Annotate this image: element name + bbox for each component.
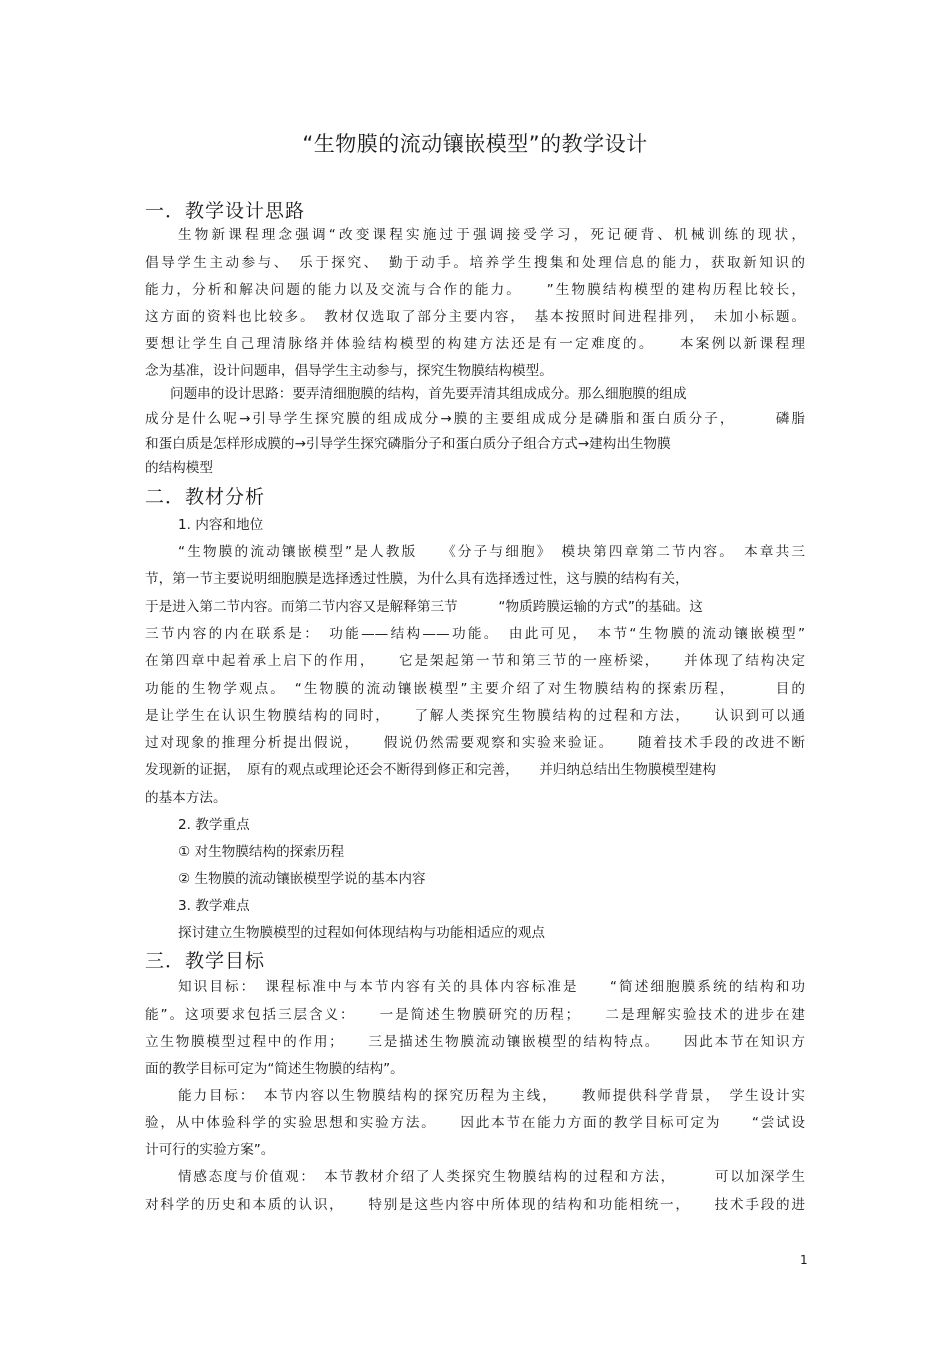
section-heading-3: 三．教学目标 (145, 950, 266, 972)
paragraph-line: 能力目标： 本节内容以生物膜结构的探究历程为主线， 教师提供科学背景， 学生设计实 (178, 1088, 805, 1104)
paragraph-line: 立生物膜模型过程中的作用； 三是描述生物膜流动镶嵌模型的结构特点。 因此本节在知识方 (145, 1034, 805, 1050)
paragraph-line: 能力，分析和解决问题的能力以及交流与合作的能力。 ”生物膜结构模型的建构历程比较长， (145, 282, 805, 298)
list-item: ② 生物膜的流动镶嵌模型学说的基本内容 (178, 871, 426, 887)
paragraph-line: 功能的生物学观点。 “生物膜的流动镶嵌模型”主要介绍了对生物膜结构的探索历程， 目的 (145, 681, 805, 697)
paragraph-line: 生物新课程理念强调“改变课程实施过于强调接受学习，死记硬背、机械训练的现状， (178, 227, 805, 243)
paragraph-line: 问题串的设计思路：要弄清细胞膜的结构，首先要弄清其组成成分。那么细胞膜的组成 (170, 386, 687, 402)
paragraph-line: 三节内容的内在联系是： 功能——结构——功能。 由此可见， 本节“生物膜的流动镶嵌模型” (145, 626, 805, 642)
paragraph-line: 念为基准，设计问题串，倡导学生主动参与，探究生物膜结构模型。 (145, 363, 553, 379)
paragraph-line: “生物膜的流动镶嵌模型”是人教版 《分子与细胞》 模块第四章第二节内容。 本章共三 (178, 544, 805, 560)
page-number: 1 (800, 1253, 808, 1267)
subheading: 3. 教学难点 (178, 898, 250, 914)
paragraph-line: 倡导学生主动参与、 乐于探究、 勤于动手。培养学生搜集和处理信息的能力，获取新知识的 (145, 255, 805, 271)
paragraph-line: 知识目标： 课程标准中与本节内容有关的具体内容标准是 “简述细胞膜系统的结构和功 (178, 979, 805, 995)
subheading: 1. 内容和地位 (178, 517, 264, 533)
section-heading-1: 一．教学设计思路 (145, 200, 306, 222)
paragraph-line: 和蛋白质是怎样形成膜的→引导学生探究磷脂分子和蛋白质分子组合方式→建构出生物膜 (145, 436, 671, 452)
paragraph-line: 这方面的资料也比较多。 教材仅选取了部分主要内容， 基本按照时间进程排列， 未加小标题。 (145, 309, 805, 325)
paragraph-line: 对科学的历史和本质的认识， 特别是这些内容中所体现的结构和功能相统一， 技术手段的进 (145, 1197, 805, 1213)
paragraph-line: 的基本方法。 (145, 790, 227, 806)
paragraph-line: 面的教学目标可定为“简述生物膜的结构”。 (145, 1061, 404, 1077)
paragraph-line: 计可行的实验方案”。 (145, 1142, 275, 1158)
paragraph-line: 能”。这项要求包括三层含义： 一是简述生物膜研究的历程； 二是理解实验技术的进步在建 (145, 1007, 805, 1023)
paragraph-line: 验，从中体验科学的实验思想和实验方法。 因此本节在能力方面的教学目标可定为 “尝试设 (145, 1115, 805, 1131)
paragraph-line: 是让学生在认识生物膜结构的同时， 了解人类探究生物膜结构的过程和方法， 认识到可以通 (145, 708, 805, 724)
section-heading-2: 二．教材分析 (145, 486, 266, 508)
paragraph-line: 发现新的证据， 原有的观点或理论还会不断得到修正和完善， 并归纳总结出生物膜模型建构 (145, 762, 716, 778)
paragraph-line: 的结构模型 (145, 460, 213, 476)
list-item: ① 对生物膜结构的探索历程 (178, 844, 345, 860)
paragraph-line: 成分是什么呢→引导学生探究膜的组成成分→膜的主要组成成分是磷脂和蛋白质分子， 磷脂 (145, 411, 805, 427)
paragraph-line: 过对现象的推理分析提出假说， 假说仍然需要观察和实验来验证。 随着技术手段的改进不断 (145, 735, 805, 751)
paragraph-line: 要想让学生自己理清脉络并体验结构模型的构建方法还是有一定难度的。 本案例以新课程理 (145, 336, 805, 352)
subheading: 2. 教学重点 (178, 817, 250, 833)
paragraph-line: 探讨建立生物膜模型的过程如何体现结构与功能相适应的观点 (178, 925, 546, 941)
paragraph-line: 在第四章中起着承上启下的作用， 它是架起第一节和第三节的一座桥梁， 并体现了结构决定 (145, 653, 805, 669)
document-title: “生物膜的流动镶嵌模型”的教学设计 (302, 132, 648, 156)
paragraph-line: 于是进入第二节内容。而第二节内容又是解释第三节 “物质跨膜运输的方式”的基础。这 (145, 599, 703, 615)
paragraph-line: 情感态度与价值观： 本节教材介绍了人类探究生物膜结构的过程和方法， 可以加深学生 (178, 1169, 805, 1185)
paragraph-line: 节，第一节主要说明细胞膜是选择透过性膜，为什么具有选择透过性，这与膜的结构有关， (145, 571, 689, 587)
